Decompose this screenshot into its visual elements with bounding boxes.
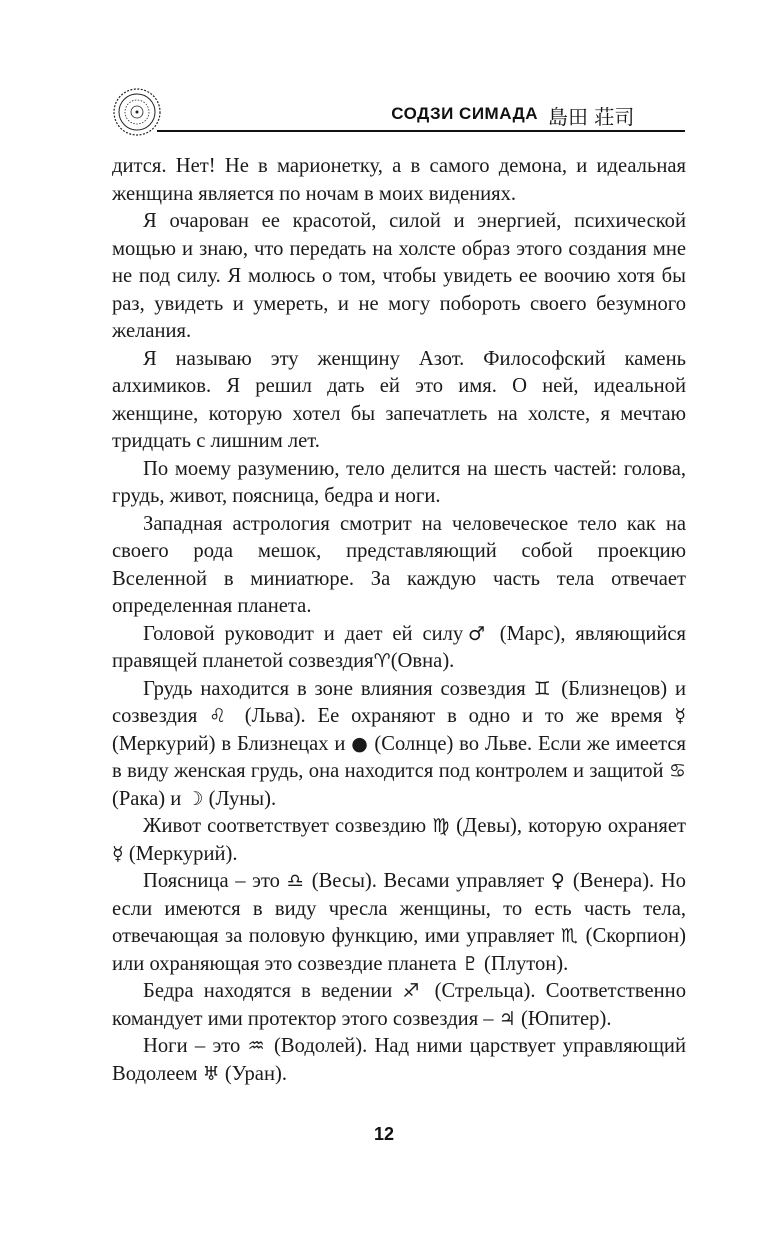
author-name-japanese: 島田 荘司	[548, 105, 635, 129]
paragraph: Живот соответствует созвездию ♍ (Девы), которую охраняет ☿ (Меркурий).	[112, 815, 686, 865]
body-text	[112, 153, 686, 1088]
zodiac-emblem-icon	[111, 86, 163, 138]
jupiter-symbol-icon: ♃	[498, 1007, 516, 1030]
mars-symbol-icon: ♂	[463, 622, 490, 645]
gemini-symbol-icon: ♊	[533, 677, 554, 700]
moon-symbol-icon: ☽	[186, 787, 204, 810]
author-name: СОДЗИ СИМАДА	[391, 104, 538, 123]
leo-symbol-icon: ♌	[209, 705, 233, 727]
mercury-symbol-icon: ☿	[674, 705, 686, 727]
paragraph: Грудь находится в зоне влияния созвездия ♊ (Близнецов) и созвездия ♌ (Льва). Ее охраняют в одно и то же время ☿ (Меркурий) в Близнецах и ● (Солнце) во Льве. Если же имеется в виду женская грудь, она находится под контролем и защитой ♋ (Рака) и ☽ (Луны).	[112, 677, 686, 810]
sagittarius-symbol-icon: ♐	[402, 980, 425, 1002]
virgo-symbol-icon: ♍	[432, 815, 451, 837]
scorpio-symbol-icon: ♏	[560, 925, 580, 947]
paragraph: дится. Нет! Не в марионетку, а в самого демона, и идеальная женщина является по ночам в моих видениях.	[112, 155, 686, 205]
page-number: 12	[373, 1124, 395, 1144]
cancer-symbol-icon: ♋	[668, 760, 686, 782]
aquarius-symbol-icon: ♒	[247, 1035, 267, 1057]
paragraph: Я называю эту женщину Азот. Философский камень алхимиков. Я решил дать ей это имя. О ней, идеальной женщине, которую хотел бы запечатлеть на холсте, я мечтаю тридцать с лишним лет.	[112, 347, 686, 452]
paragraph: Поясница – это ♎ (Весы). Весами управляет ♀ (Венера). Но если имеются в виду чресла женщины, то есть часть тела, отвечающая за половую функцию, ими управляет ♏ (Скорпион) или охраняющая это созвездие планета ♇ (Плутон).	[112, 870, 686, 975]
paragraph: Бедра находятся в ведении ♐ (Стрельца). Соответственно командует ими протектор этого созвездия – ♃ (Юпитер).	[112, 980, 686, 1030]
paragraph: Западная астрология смотрит на человеческое тело как на своего рода мешок, представляющий собой проекцию Вселенной в миниатюре. За каждую часть тела отвечает определенная планета.	[112, 512, 686, 617]
paragraph: Я очарован ее красотой, силой и энергией, психической мощью и знаю, что передать на холсте образ этого создания мне не под силу. Я молюсь о том, чтобы увидеть ее воочию хотя бы раз, увидеть и умереть, и не могу побороть своего безумного желания.	[112, 210, 686, 342]
paragraph: По моему разумению, тело делится на шесть частей: голова, грудь, живот, поясница, бедра и ноги.	[112, 457, 686, 507]
pluto-symbol-icon: ♇	[461, 952, 479, 975]
mercury-symbol-icon: ☿	[112, 842, 124, 865]
sun-symbol-icon: ●	[351, 732, 369, 755]
paragraph: Головой руководит и дает ей силу♂ (Марс), являющийся правящей планетой созвездия♈(Овна).	[112, 622, 686, 672]
aries-symbol-icon: ♈	[373, 650, 391, 672]
libra-symbol-icon: ♎	[286, 870, 306, 892]
running-header	[0, 0, 768, 140]
venus-symbol-icon: ♀	[550, 870, 567, 892]
paragraph: Ноги – это ♒ (Водолей). Над ними царствует управляющий Водолеем ♅ (Уран).	[112, 1035, 686, 1085]
header-rule	[157, 130, 685, 132]
uranus-symbol-icon: ♅	[202, 1062, 220, 1085]
